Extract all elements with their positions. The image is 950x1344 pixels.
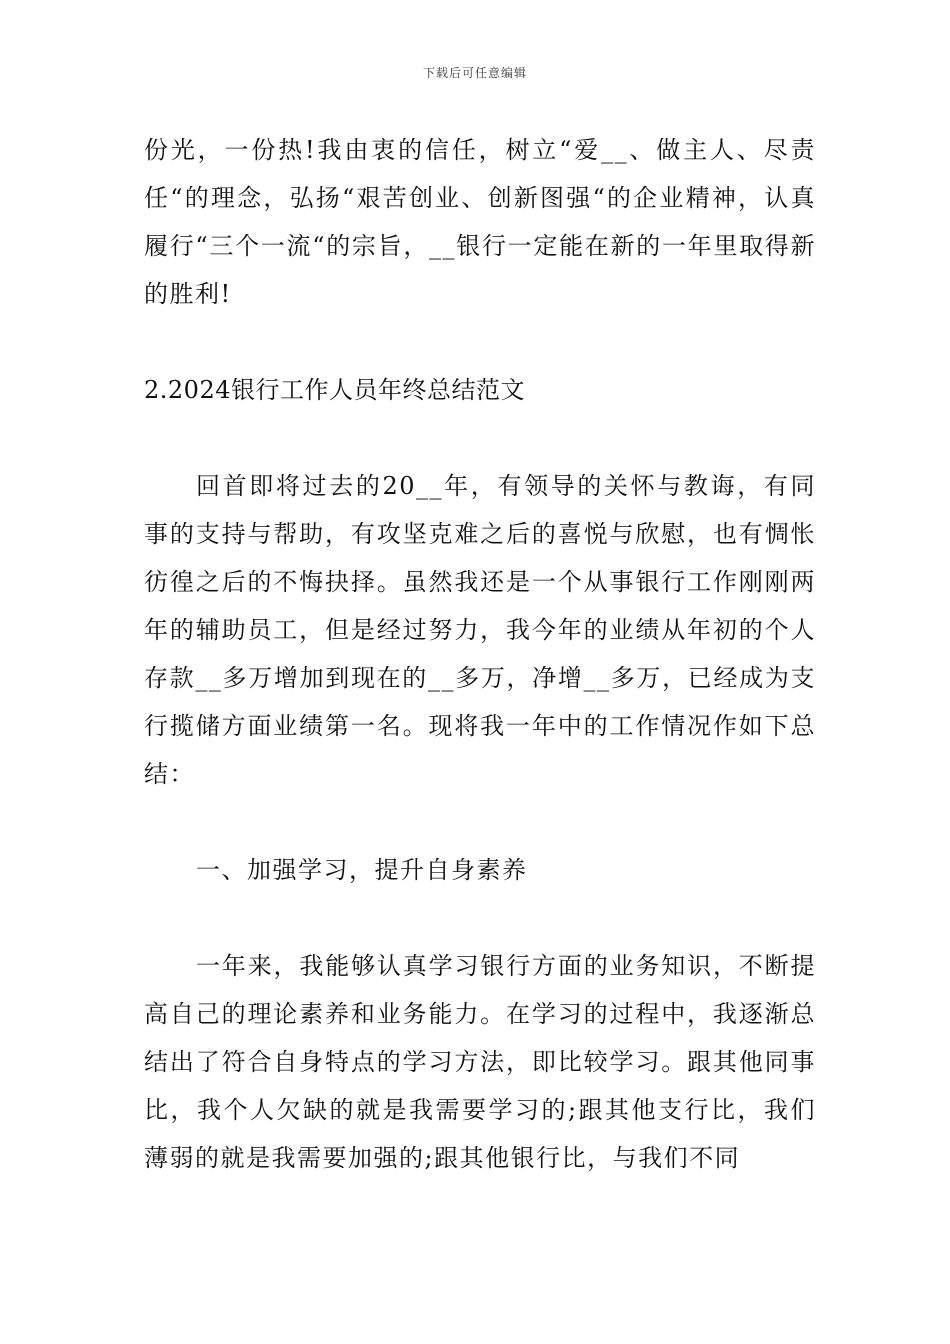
section-title: 2.2024银行工作人员年终总结范文 [144, 376, 525, 404]
subsection-heading: 一、加强学习，提升自身素养 [196, 856, 528, 884]
paragraph-closing: 份光，一份热!我由衷的信任，树立“爱__、做主人、尽责任“的理念，弘扬“艰苦创业、创新图强“的企业精神，认真履行“三个一流“的宗旨，__银行一定能在新的一年里取得新的胜利! [144, 136, 816, 308]
document-body [144, 126, 816, 1182]
page-header-note: 下载后可任意编辑 [422, 66, 527, 80]
paragraph-intro: 回首即将过去的20__年，有领导的关怀与教诲，有同事的支持与帮助，有攻坚克难之后的喜悦与欣慰，也有惆怅彷徨之后的不悔抉择。虽然我还是一个从事银行工作刚刚两年的辅助员工，但是经过努力，我今年的业绩从年初的个人存款__多万增加到现在的__多万，净增__多万，已经成为支行揽储方面业绩第一名。现将我一年中的工作情况作如下总结： [144, 472, 816, 788]
paragraph-study: 一年来，我能够认真学习银行方面的业务知识，不断提高自己的理论素养和业务能力。在学习的过程中，我逐渐总结出了符合自身特点的学习方法，即比较学习。跟其他同事比，我个人欠缺的就是我需要学习的;跟其他支行比，我们薄弱的就是我需要加强的;跟其他银行比，与我们不同 [144, 952, 816, 1172]
